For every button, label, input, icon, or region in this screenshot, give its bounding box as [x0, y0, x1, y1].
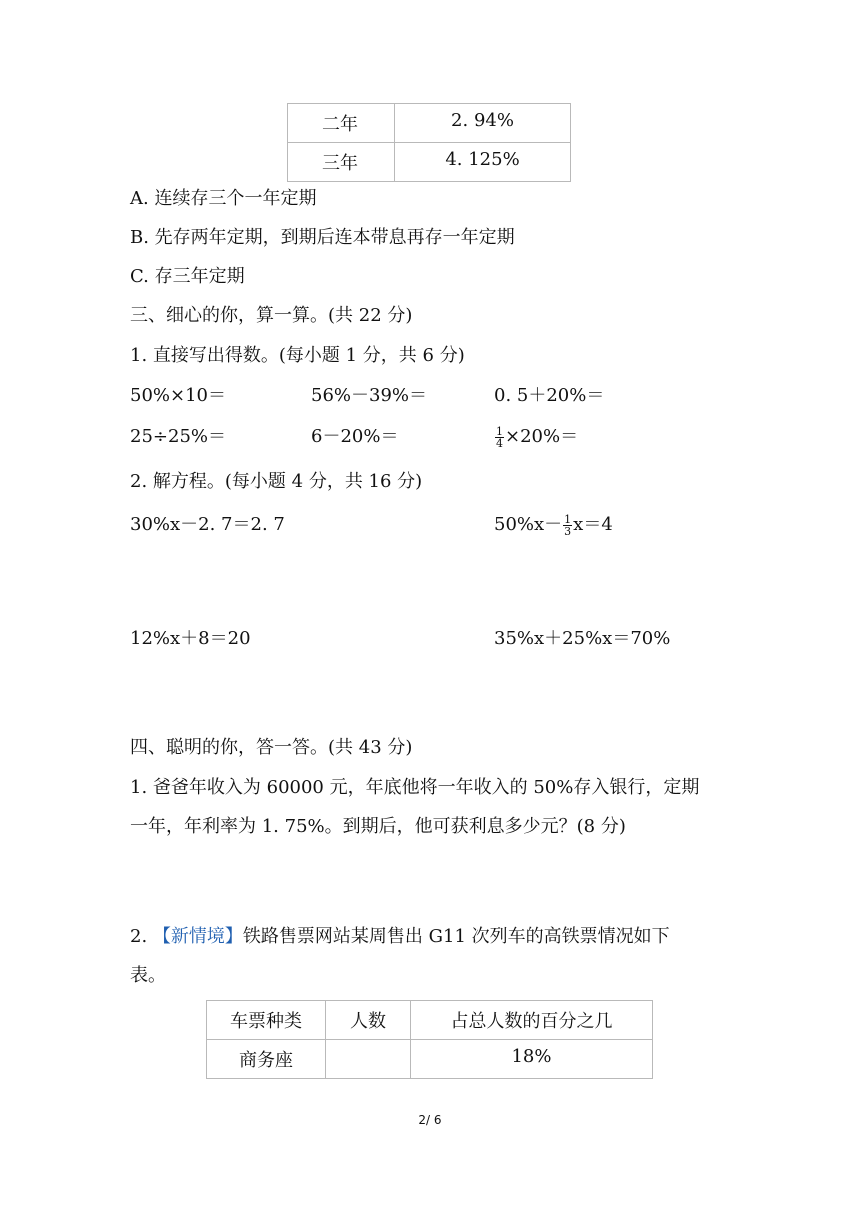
question-text: 一年，年利率为 1. 75%。到期后，他可获利息多少元？(8 分): [130, 816, 626, 837]
table-cell: 商务座: [207, 1040, 326, 1079]
section-4-title: 四、聪明的你，答一答。(共 43 分): [130, 737, 413, 758]
new-context-tag: 【新情境】: [152, 926, 243, 947]
question-text: 2. 【新情境】铁路售票网站某周售出 G11 次列车的高铁票情况如下: [130, 926, 670, 947]
fraction: $\frac{1}{4}$: [496, 424, 503, 450]
table-header: 占总人数的百分之几: [411, 1001, 653, 1040]
table-cell: 4. 125%: [395, 143, 571, 182]
calc-item: 25÷25%＝: [130, 426, 226, 447]
option-c: C. 存三年定期: [130, 266, 245, 287]
table-cell: 2. 94%: [395, 104, 571, 143]
table-header: 人数: [326, 1001, 411, 1040]
question-text: 表。: [130, 965, 166, 986]
question-2-title: 2. 解方程。(每小题 4 分，共 16 分): [130, 471, 423, 492]
table-cell: [326, 1040, 411, 1079]
equation: 35%x＋25%x＝70%: [494, 628, 671, 649]
equation: 50%x－ $\frac{1}{3}$ x＝4: [494, 512, 613, 538]
table-row: [288, 143, 571, 182]
question-text: 1. 爸爸年收入为 60000 元，年底他将一年收入的 50%存入银行，定期: [130, 777, 700, 798]
calc-item: 50%×10＝: [130, 385, 226, 406]
table-header-row: [207, 1001, 653, 1040]
equation: 12%x＋8＝20: [130, 628, 251, 649]
ticket-table: [206, 1000, 653, 1079]
question-1-title: 1. 直接写出得数。(每小题 1 分，共 6 分): [130, 345, 465, 366]
option-b: B. 先存两年定期，到期后连本带息再存一年定期: [130, 227, 515, 248]
fraction: $\frac{1}{3}$: [564, 512, 572, 538]
table-row: [207, 1040, 653, 1079]
calc-item: 56%－39%＝: [311, 385, 428, 406]
section-3-title: 三、细心的你，算一算。(共 22 分): [130, 305, 413, 326]
calc-item: 0. 5＋20%＝: [494, 385, 605, 406]
rate-table: [287, 103, 571, 182]
equation: 30%x－2. 7＝2. 7: [130, 514, 285, 535]
table-cell: 三年: [288, 143, 395, 182]
calc-item: 6－20%＝: [311, 426, 399, 447]
table-cell: 二年: [288, 104, 395, 143]
option-a: A. 连续存三个一年定期: [130, 188, 317, 209]
table-header: 车票种类: [207, 1001, 326, 1040]
page-number: 2/ 6: [418, 1113, 442, 1127]
calc-item-fraction: $\frac{1}{4}$ ×20%＝: [496, 424, 579, 450]
table-cell: 18%: [411, 1040, 653, 1079]
table-row: [288, 104, 571, 143]
